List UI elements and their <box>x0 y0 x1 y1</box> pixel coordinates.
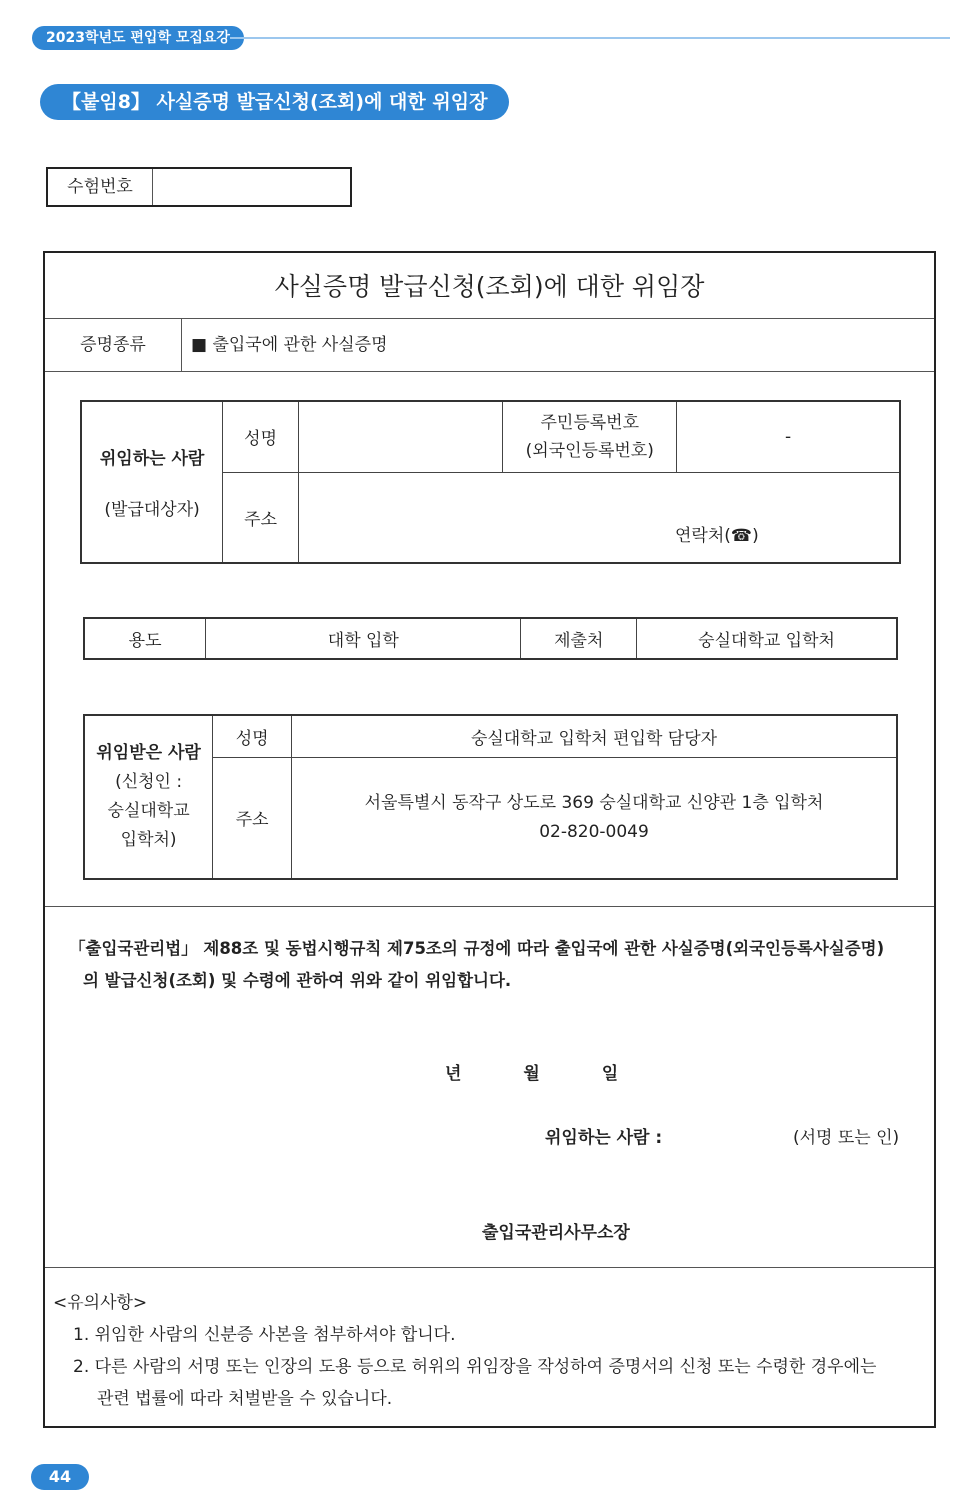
divider <box>45 371 934 372</box>
divider <box>45 1267 934 1268</box>
submit-to-value: 숭실대학교 입학처 <box>637 618 897 659</box>
date-year: 년 <box>445 1064 462 1084</box>
delegatee-name-value: 숭실대학교 입학처 편입학 담당자 <box>292 715 897 757</box>
delegator-rrn-label <box>503 401 677 472</box>
delegator-name-label: 성명 <box>223 401 299 472</box>
delegator-name-field[interactable] <box>299 401 503 472</box>
delegatee-sub1: (신청인 : <box>115 772 183 792</box>
delegatee-table <box>83 714 898 880</box>
form-title: 사실증명 발급신청(조회)에 대한 위임장 <box>274 272 705 301</box>
delegator-address-label: 주소 <box>223 472 299 563</box>
rrn-label-line2: (외국인등록번호) <box>525 440 654 461</box>
notes-title: <유의사항> <box>53 1293 148 1313</box>
delegatee-sub2: 숭실대학교 <box>107 801 190 821</box>
page-number: 44 <box>31 1464 89 1490</box>
divider <box>45 906 934 907</box>
statement-line1: 「출입국관리법」 제88조 및 동법시행규칙 제75조의 규정에 따라 출입국에 관한 사실증명(외국인등록사실증명) <box>69 939 885 958</box>
rrn-label-line1: 주민등록번호 <box>540 412 640 433</box>
header-section-badge: 2023학년도 편입학 모집요강 <box>32 26 244 50</box>
signer-label: 위임하는 사람 : <box>545 1128 663 1148</box>
delegatee-name-label: 성명 <box>213 715 292 757</box>
notes-item-1: 1. 위임한 사람의 신분증 사본을 첨부하셔야 합니다. <box>73 1325 456 1345</box>
delegator-address-field[interactable] <box>299 472 901 563</box>
delegatee-address-line2: 02-820-0049 <box>539 821 649 842</box>
delegator-subtitle: (발급대상자) <box>104 500 200 520</box>
notes-item-2-line1: 2. 다른 사람의 서명 또는 인장의 도용 등으로 허위의 위임장을 작성하여 증명서의 신청 또는 수령한 경우에는 <box>73 1357 877 1377</box>
header-divider <box>230 37 950 39</box>
cert-type-label: 증명종류 <box>45 319 182 371</box>
purpose-table <box>83 617 898 660</box>
delegatee-heading-cell <box>84 715 213 879</box>
notes-item-2-line2: 관련 법률에 따라 처벌받을 수 있습니다. <box>97 1389 393 1409</box>
purpose-label: 용도 <box>84 618 206 659</box>
exam-number-label: 수험번호 <box>48 169 153 205</box>
delegator-heading-cell <box>81 401 223 563</box>
delegatee-sub3: 입학처) <box>120 830 177 850</box>
date-month: 월 <box>523 1064 540 1084</box>
delegator-rrn-field[interactable]: - <box>677 401 900 472</box>
date-day: 일 <box>601 1064 619 1084</box>
exam-number-field[interactable] <box>153 169 350 205</box>
purpose-value: 대학 입학 <box>206 618 521 659</box>
contact-label: 연락처(☎) <box>675 525 759 546</box>
exam-number-box <box>46 167 352 207</box>
notes-section <box>53 1287 876 1415</box>
delegatee-address-line1: 서울특별시 동작구 상도로 369 숭실대학교 신양관 1층 입학처 <box>364 792 824 813</box>
delegator-title: 위임하는 사람 <box>99 449 205 469</box>
delegation-statement <box>69 933 884 997</box>
delegation-form <box>43 251 936 1428</box>
delegator-table <box>80 400 901 564</box>
signer-note: (서명 또는 인) <box>793 1128 900 1148</box>
page-title: 【붙임8】 사실증명 발급신청(조회)에 대한 위임장 <box>40 84 509 120</box>
delegatee-address-value <box>292 757 897 879</box>
delegatee-address-label: 주소 <box>213 757 292 879</box>
date-line <box>445 1059 618 1084</box>
submit-to-label: 제출처 <box>521 618 637 659</box>
statement-line2: 의 발급신청(조회) 및 수령에 관하여 위와 같이 위임합니다. <box>83 971 512 990</box>
delegatee-title: 위임받은 사람 <box>96 743 201 763</box>
recipient: 출입국관리사무소장 <box>482 1223 630 1243</box>
cert-type-value: ■ 출입국에 관한 사실증명 <box>191 335 388 355</box>
